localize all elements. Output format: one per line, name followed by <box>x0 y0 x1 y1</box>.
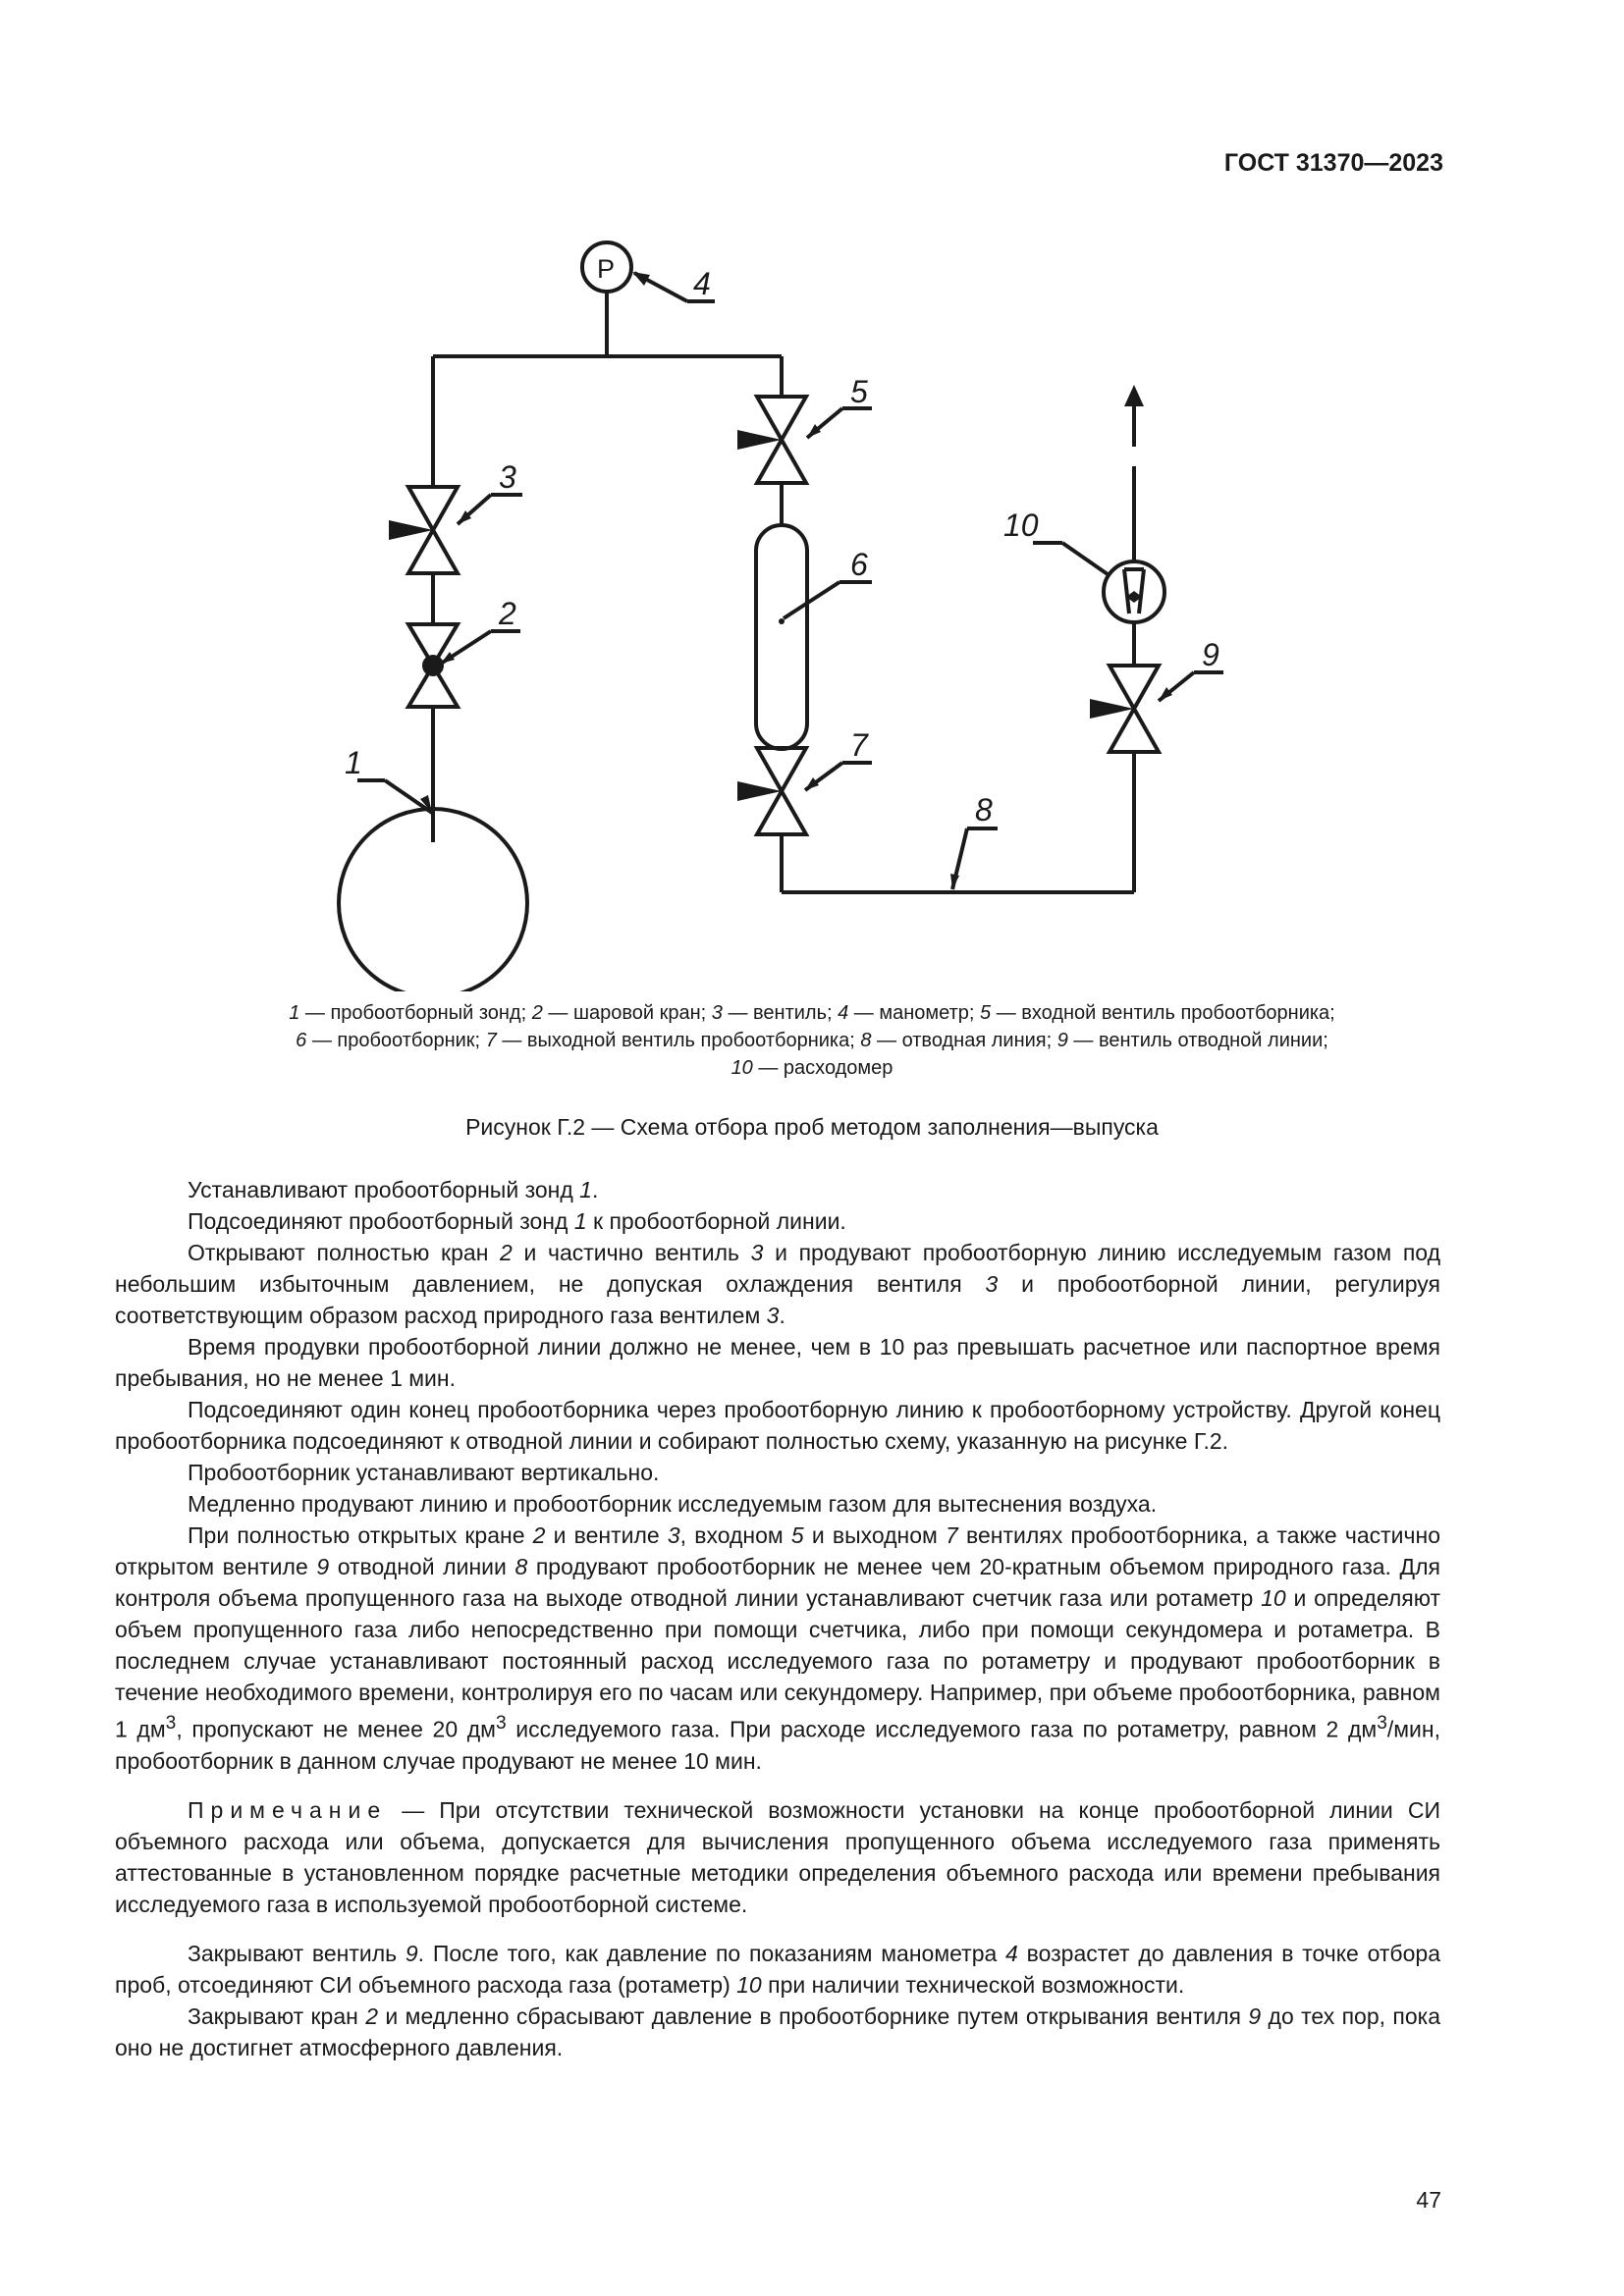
legend-line: 1 — пробоотборный зонд; 2 — шаровой кран; 3 — вентиль; 4 — манометр; 5 — входной вентиль пробоотборника; <box>289 1002 1335 1024</box>
paragraph: Закрывают кран 2 и медленно сбрасывают давление в пробоотборнике путем открывания вентиля 9 до тех пор, пока оно не достигнет атмосферного давления. <box>115 2002 1440 2060</box>
paragraph: Медленно продувают линию и пробоотборник исследуемым газом для вытеснения воздуха. <box>188 1491 1158 1517</box>
sampling-scheme-diagram <box>0 0 1624 991</box>
note-paragraph: Примечание — При отсутствии технической возможности установки на конце пробоотборной линии СИ объемного расхода или объема, допускается для вычисления пропущенного объема исследуемого газа применять аттестованные в установленном порядке расчетные методики определения объемного расхода или времени пребывания исследуемого газа в используемой пробоотборной системе. <box>115 1796 1440 1917</box>
label-2: 2 <box>499 596 516 631</box>
gauge-symbol: P <box>597 254 616 284</box>
paragraph: Открывают полностью кран 2 и частично вентиль 3 и продувают пробоотборную линию исследуемым газом под небольшим избыточным давлением, не допуская охлаждения вентиля 3 и пробоотборной линии, регулируя соответствующим образом расход природного газа вентилем 3. <box>115 1240 1441 1328</box>
label-3: 3 <box>499 459 516 495</box>
paragraph: Устанавливают пробоотборный зонд 1. <box>188 1177 599 1202</box>
paragraph: Закрывают вентиль 9. После того, как давление по показаниям манометра 4 возрастет до давления в точке отбора проб, отсоединяют СИ объемного расхода газа (ротаметр) 10 при наличии технической возможности. <box>115 1940 1440 1998</box>
paragraph: Подсоединяют один конец пробоотборника через пробоотборную линию к пробоотборному устройству. Другой конец пробоотборника подсоединяют к отводной линии и собирают полностью схему, указанную на рисунке Г.2. <box>115 1397 1440 1454</box>
label-6: 6 <box>850 547 868 582</box>
label-8: 8 <box>975 792 993 828</box>
figure-legend <box>0 999 1624 1082</box>
label-9: 9 <box>1202 637 1219 672</box>
label-1: 1 <box>345 745 362 780</box>
paragraph: При полностью открытых кране 2 и вентиле 3, входном 5 и выходном 7 вентилях пробоотборника, а также частично открытом вентиле 9 отводной линии 8 продувают пробоотборник не менее чем 20-кратным объемом природного газа. Для контроля объема пропущенного газа на выходе отводной линии устанавливают счетчик газа или ротаметр 10 и определяют объем пропущенного газа либо непосредственно при помощи счетчика, либо при помощи секундомера и ротаметра. В последнем случае устанавливают постоянный расход исследуемого газа по ротаметру и продувают пробоотборник в течение необходимого времени, контролируя его по часам или секундомеру. Например, при объеме пробоотборника, равном 1 $дм^3$, пропускают не менее 20 $дм^3$ исследуемого газа. При расходе исследуемого газа по ротаметру, равном 2 $дм^3$/мин, пробоотборник в данном случае продувают не менее 10 мин. <box>115 1522 1440 1774</box>
paragraph: Время продувки пробоотборной линии должно не менее, чем в 10 раз превышать расчетное или паспортное время пребывания, но не менее 1 мин. <box>115 1334 1440 1391</box>
paragraph: Пробоотборник устанавливают вертикально. <box>188 1460 660 1485</box>
label-10: 10 <box>1003 507 1039 543</box>
page-number: 47 <box>1416 2187 1441 2213</box>
paragraph: Подсоединяют пробоотборный зонд 1 к пробоотборной линии. <box>188 1208 846 1234</box>
label-4: 4 <box>693 266 711 301</box>
figure-caption: Рисунок Г.2 — Схема отбора проб методом заполнения—выпуска <box>465 1114 1159 1140</box>
legend-line: 6 — пробоотборник; 7 — выходной вентиль пробоотборника; 8 — отводная линия; 9 — вентиль отводной линии; <box>296 1030 1328 1051</box>
legend-line: 10 — расходомер <box>731 1057 893 1079</box>
label-7: 7 <box>850 727 868 763</box>
label-5: 5 <box>850 374 868 409</box>
sampler-cylinder <box>756 525 807 749</box>
body-text <box>115 1174 1440 2063</box>
document-number: ГОСТ 31370—2023 <box>1223 149 1443 177</box>
note-label: Примечание <box>188 1796 388 1823</box>
